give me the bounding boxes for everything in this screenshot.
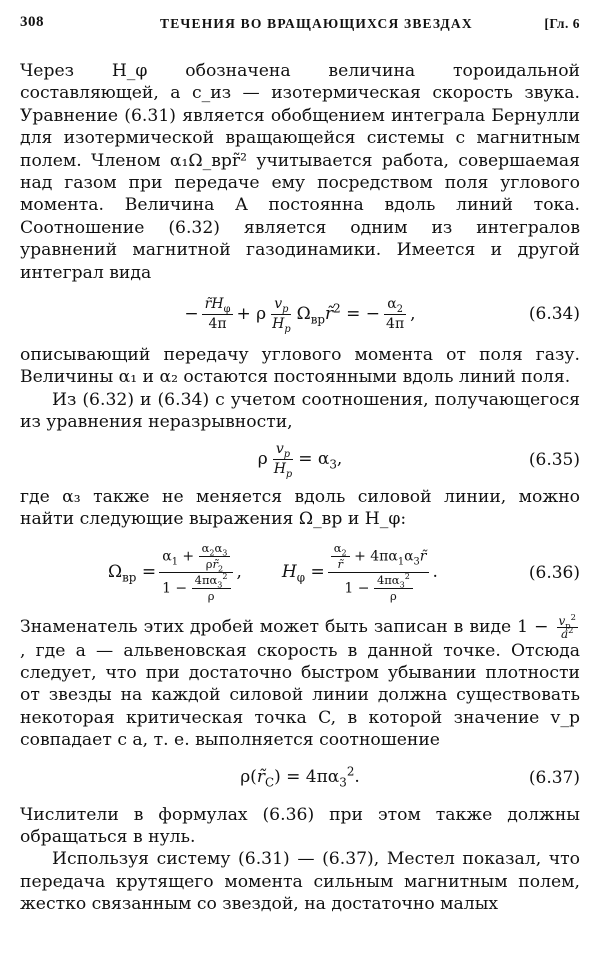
paragraph-3: Из (6.32) и (6.34) с учетом соотношения, получающегося из уравнения неразрывности, (20, 389, 580, 433)
paragraph-7: Используя систему (6.31) — (6.37), Местел показал, что передача крутящего момента сильным магнитным полем, жестко связанным со звездой, на достаточно малых (20, 849, 580, 915)
equation-number: (6.35) (528, 449, 580, 470)
equation-6-36: $\Omega_{вр}$ = $\alpha_1$ + $\frac{\alpha_2\alpha_3}{\rho r̃_2}$ 1 − $\frac{4\pi\alpha_3^2}{\rho}$ , $H_\varphi$ = $\frac{\alpha_2}{r̃}$ + $4\pi\alpha_1\alpha_3r̃$ 1 − $\frac{4\pi\alpha_3^2}{\rho}$ . (6.36) (108, 541, 580, 603)
equation-6-35: ρ $\frac{v_p}{H_p}$ = $\alpha_3$, (6.35) (257, 441, 580, 480)
paragraph-4: где α₃ также не меняется вдоль силовой линии, можно найти следующие выражения Ω_вр и H_φ: (20, 486, 580, 530)
paragraph-1: Через H_φ обозначена величина тороидальной составляющей, а c_из — изотермическая скорость звука. Уравнение (6.31) является обобщением интеграла Бернулли для изотермической вращающейся системы с магнитным полем. Членом α₁Ω_врr̃² учитывается работа, совершаемая над газом при передаче ему посредством поля углового момента. Величина A постоянна вдоль линий тока. Соотношение (6.32) является одним из интегралов уравнений магнитной газодинамики. Имеется и другой интеграл вида (20, 61, 580, 283)
equation-6-37: $\rho(r̃_C) = 4\pi\alpha_3^2$. (6.37) (240, 764, 580, 790)
running-header (20, 14, 580, 38)
chapter-marker: [Гл. 6 (544, 16, 580, 31)
paragraph-2: описывающий передачу углового момента от поля газу. Величины α₁ и α₂ остаются постоянными вдоль линий поля. (20, 345, 580, 388)
equation-6-34: − $\frac{r̃H_\varphi}{4\pi}$ + ρ $\frac{v_p}{H_p}$ $\Omega_{вр}r̃^2$ = − $\frac{\alpha_2}{4\pi}$ , (6.34) (184, 295, 580, 335)
paragraph-6: Числители в формулах (6.36) при этом также должны обращаться в нуль. (20, 804, 580, 847)
equation-number: (6.34) (528, 303, 580, 324)
equation-number: (6.37) (528, 767, 580, 788)
page-body (20, 60, 580, 916)
equation-number: (6.36) (528, 562, 580, 583)
paragraph-5: Знаменатель этих дробей может быть записан в виде 1 − $\frac{v_p^2}{a^2}$ , где a — альвеновская скорость в данной точке. Отсюда следует, что при достаточно быстром убывании плотности от звезды на каждой силовой линии должна существовать некоторая критическая точка C, в которой значение v_p совпадает с a, т. е. выполняется соотношение (20, 611, 580, 751)
running-title: ТЕЧЕНИЯ ВО ВРАЩАЮЩИХСЯ ЗВЕЗДАХ (160, 16, 473, 31)
page-number: 308 (20, 14, 44, 30)
